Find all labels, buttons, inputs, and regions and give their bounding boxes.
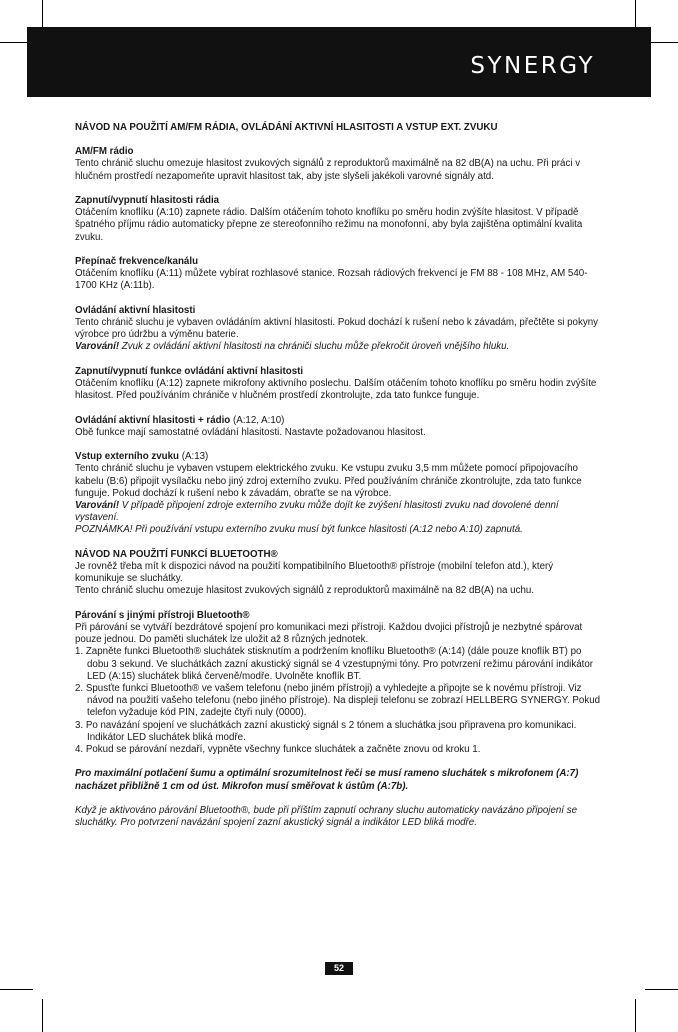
section-heading-line: [75, 415, 605, 427]
section-heading: Zapnutí/vypnutí funkce ovládání aktivní hlasitosti: [75, 365, 304, 377]
section-bluetooth: [75, 549, 605, 598]
section-pairing: [75, 610, 605, 756]
section-active-listening: [75, 366, 605, 403]
heading-reference: (A:13): [179, 451, 209, 463]
section-text: Tento chránič sluchu omezuje hlasitost zvukových signálů z reproduktorů maximálně na 82 dB(A) na uchu.: [75, 585, 535, 597]
section-heading: Ovládání aktivní hlasitosti: [75, 304, 196, 316]
warning-text: [75, 341, 605, 353]
list-item: 3. Po navázání spojení ve sluchátkách zazní akustický signál s 2 tónem a sluchátka jsou připravena pro komunikaci. Indikátor LED sluchátek bliká modře.: [75, 719, 577, 743]
section-text: Tento chránič sluchu je vybaven vstupem elektrického zvuku. Ke vstupu zvuku 3,5 mm můžete pomocí připojovacího kabelu (B:6) připojit vysílačku nebo jiný zdroj externího zvuku. Před používáním chrániče zkontrolujte, zda tato funkce funguje. Pokud dochází k rušení nebo k závadám, obraťte se na výrobce.: [75, 463, 582, 499]
brand-logo: SYNERGY: [470, 53, 595, 79]
italic-text: Když je aktivováno párování Bluetooth®, bude při příštím zapnutí ochrany sluchu automaticky navázáno připojení se sluchátky. Pro potvrzení navázání spojení zazní akustický signál a indikátor LED bliká modře.: [75, 805, 578, 829]
list-item: 4. Pokud se párování nezdaří, vypněte všechny funkce sluchátek a začněte znovu od kroku 1.: [75, 744, 481, 756]
section-text: Tento chránič sluchu omezuje hlasitost zvukových signálů z reproduktorů maximálně na 82 dB(A) na uchu. Při práci v hlučném prostředí nezapomeňte upravit hlasitost tak, aby jste slyšeli jakékoli varovné signály atd.: [75, 158, 581, 182]
section-heading: Zapnutí/vypnutí hlasitosti rádia: [75, 195, 220, 206]
section-am-fm: [75, 146, 605, 183]
section-heading: Vstup externího zvuku: [75, 451, 180, 463]
section-text: Je rovněž třeba mít k dispozici návod na použití kompatibilního Bluetooth® přístroje (mobilní telefon atd.), který komunikuje se sluchátky.: [75, 561, 554, 585]
section-heading: NÁVOD NA POUŽITÍ FUNKCÍ BLUETOOTH®: [75, 548, 278, 560]
page-number: 52: [325, 962, 353, 975]
section-active-plus-radio: [75, 415, 605, 439]
section-text: Tento chránič sluchu je vybaven ovládáním aktivní hlasitosti. Pokud dochází k rušení nebo k závadám, přečtěte si pokyny výrobce pro údržbu a výměnu baterie.: [75, 317, 598, 341]
section-auto-reconnect: [75, 805, 605, 829]
warning-body: V případě připojení zdroje externího zvuku může dojít ke zvýšení hlasitosti zvuku nad dovolené denní vystavení.: [75, 500, 559, 524]
crop-mark: [635, 999, 636, 1032]
crop-mark: [0, 989, 33, 990]
section-text: Otáčením knoflíku (A:11) můžete vybírat rozhlasové stanice. Rozsah rádiových frekvencí je FM 88 - 108 MHz, AM 540-1700 KHz (A:11b).: [75, 268, 588, 292]
pairing-steps: [75, 646, 605, 756]
warning-text: [75, 500, 605, 524]
section-text: Při párování se vytváří bezdrátové spojení pro komunikaci mezi přístroji. Každou dvojici přístrojů je nezbytné spárovat pouze jednou. Do paměti sluchátek lze uložit až 8 různých jednotek.: [75, 622, 583, 646]
section-heading: Ovládání aktivní hlasitosti + rádio: [75, 414, 231, 426]
warning-label: Varování!: [75, 500, 120, 511]
emphasis-text: Pro maximální potlačení šumu a optimální srozumitelnost řeči se musí rameno sluchátek s mikrofonem (A:7) nacházet přibližně 1 cm od úst. Mikrofon musí směřovat k ústům (A:7b).: [75, 768, 579, 792]
list-item: 1. Zapněte funkci Bluetooth® sluchátek stisknutím a podržením knoflíku Bluetooth® (A:14) (dále pouze knoflík BT) po dobu 3 sekund. Ve sluchátkách zazní akustický signál se 4 vzestupnými tóny. Pro potvrzení režimu párování indikátor LED (A:15) sluchátek bliká červeně/modře. Uvolněte knoflík BT.: [75, 646, 594, 682]
warning-label: Varování!: [75, 341, 120, 353]
section-heading: Párování s jinými přístroji Bluetooth®: [75, 609, 250, 621]
header-bar: [27, 27, 651, 97]
heading-reference: (A:12, A:10): [230, 414, 285, 426]
note-text: POZNÁMKA! Při používání vstupu externího zvuku musí být funkce hlasitosti (A:12 nebo A:10) zapnutá.: [75, 524, 523, 536]
list-item: 2. Spusťte funkci Bluetooth® ve vašem telefonu (nebo jiném přístroji) a vyhledejte a připojte se k novému přístroji. Viz návod na použití vašeho telefonu (nebo jiného přístroje). Na displeji telefonu se zobrazí HELLBERG SYNERGY. Pokud telefon vyžaduje kód PIN, zadejte čtyři nuly (0000).: [75, 683, 601, 719]
section-external-input: [75, 451, 605, 536]
section-heading: Přepínač frekvence/kanálu: [75, 256, 199, 267]
warning-body: Zvuk z ovládání aktivní hlasitosti na chrániči sluchu může překročit úroveň vnějšího hluku.: [119, 341, 510, 353]
section-heading-line: [75, 451, 605, 463]
document-body: [75, 122, 605, 842]
section-heading: AM/FM rádio: [75, 146, 134, 158]
crop-mark: [645, 989, 678, 990]
crop-mark: [42, 999, 43, 1032]
section-text: Otáčením knoflíku (A:12) zapnete mikrofony aktivního poslechu. Dalším otáčením tohoto knoflíku po směru hodin zvýšíte hlasitost. Před používáním chrániče v hlučném prostředí zkontrolujte, zda tato funkce funguje.: [75, 378, 597, 402]
section-microphone-tip: [75, 768, 605, 792]
section-text: Otáčením knoflíku (A:10) zapnete rádio. Dalším otáčením tohoto knoflíku po směru hodin zvýšíte hlasitost. V případě špatného příjmu rádio automaticky přepne ze stereofonního režimu na monofonní, aby byla zajištěna optimální kvalita zvuku.: [75, 207, 583, 243]
section-text: Obě funkce mají samostatné ovládání hlasitosti. Nastavte požadovanou hlasitost.: [75, 426, 426, 438]
section-radio-volume: [75, 195, 605, 244]
page-title: NÁVOD NA POUŽITÍ AM/FM RÁDIA, OVLÁDÁNÍ AKTIVNÍ HLASITOSTI A VSTUP EXT. ZVUKU: [75, 122, 498, 133]
section-active-volume: [75, 305, 605, 354]
section-frequency: [75, 256, 605, 293]
